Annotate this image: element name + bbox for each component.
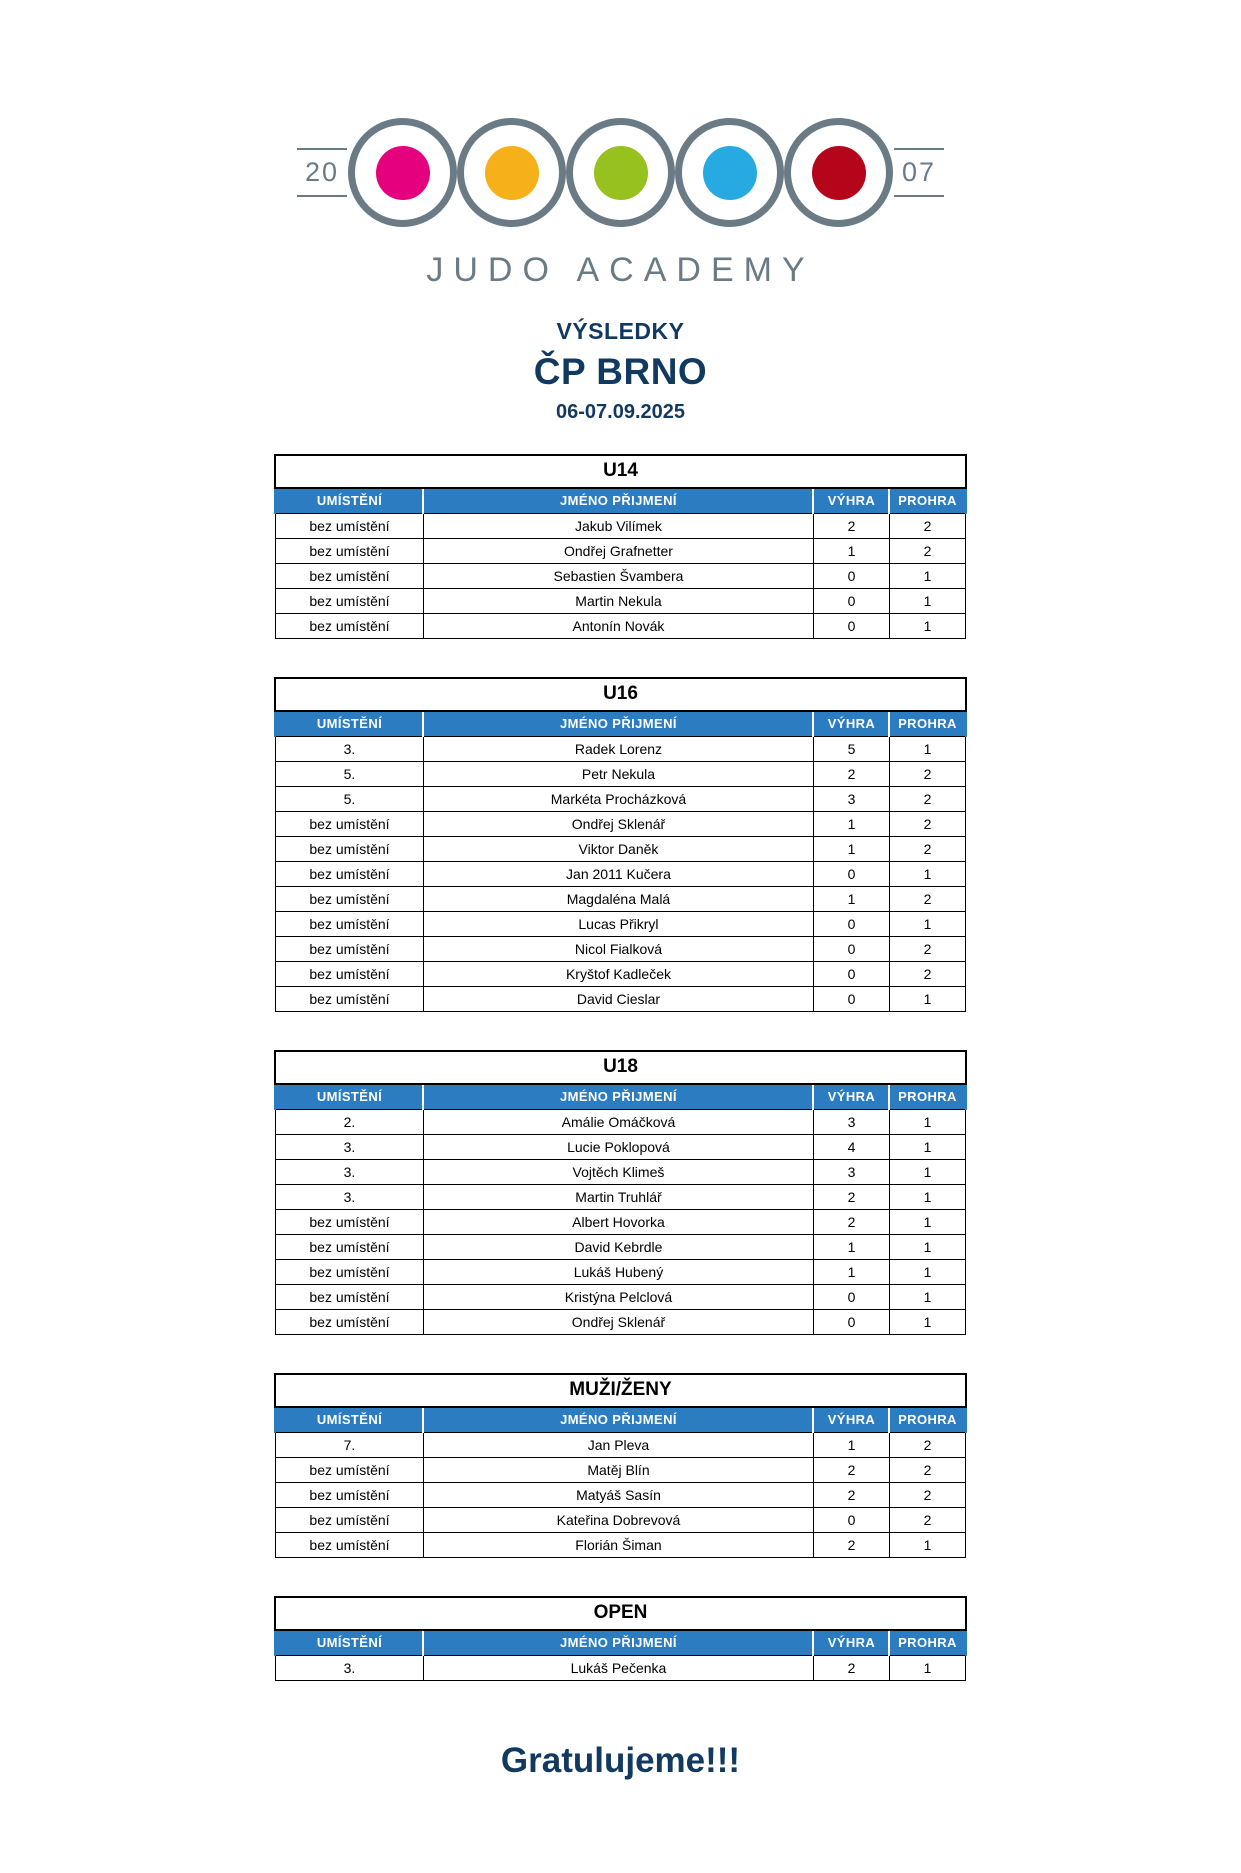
cell-losses: 2 (889, 514, 965, 539)
cell-name: Florián Šiman (423, 1533, 813, 1558)
cell-place: bez umístění (275, 589, 423, 614)
cell-wins: 3 (813, 787, 889, 812)
table-row (275, 1260, 965, 1285)
category-table (274, 1373, 966, 1558)
cell-name: Viktor Daněk (423, 837, 813, 862)
column-header-losses: PROHRA (889, 1084, 965, 1110)
table-row (275, 787, 965, 812)
cell-name: Nicol Fialková (423, 937, 813, 962)
table-header-row (275, 1084, 965, 1110)
table-row (275, 1110, 965, 1135)
cell-losses: 1 (889, 1135, 965, 1160)
column-header-wins: VÝHRA (813, 488, 889, 514)
table-row (275, 762, 965, 787)
column-header-name: JMÉNO PŘIJMENÍ (423, 1407, 813, 1433)
cell-wins: 3 (813, 1110, 889, 1135)
cell-losses: 1 (889, 912, 965, 937)
cell-losses: 1 (889, 862, 965, 887)
column-header-place: UMÍSTĚNÍ (275, 1630, 423, 1656)
cell-place: bez umístění (275, 962, 423, 987)
category-title-row (275, 455, 965, 488)
cell-wins: 3 (813, 1160, 889, 1185)
table-row (275, 1210, 965, 1235)
column-header-wins: VÝHRA (813, 711, 889, 737)
results-tables (0, 454, 1241, 1719)
table-row (275, 937, 965, 962)
category-title: U16 (275, 678, 965, 711)
ring-icon-5 (784, 118, 893, 227)
cell-place: bez umístění (275, 1483, 423, 1508)
cell-name: Jan 2011 Kučera (423, 862, 813, 887)
cell-place: 3. (275, 737, 423, 762)
cell-place: bez umístění (275, 1285, 423, 1310)
cell-name: Matěj Blín (423, 1458, 813, 1483)
cell-wins: 0 (813, 564, 889, 589)
column-header-losses: PROHRA (889, 1407, 965, 1433)
cell-wins: 0 (813, 987, 889, 1012)
column-header-wins: VÝHRA (813, 1630, 889, 1656)
table-row (275, 737, 965, 762)
cell-losses: 1 (889, 1260, 965, 1285)
table-row (275, 987, 965, 1012)
logo-wordmark: JUDO ACADEMY (426, 251, 815, 289)
column-header-place: UMÍSTĚNÍ (275, 1407, 423, 1433)
cell-losses: 2 (889, 1483, 965, 1508)
cell-name: Matyáš Sasín (423, 1483, 813, 1508)
cell-wins: 2 (813, 1210, 889, 1235)
table-row (275, 1310, 965, 1335)
cell-wins: 0 (813, 614, 889, 639)
cell-losses: 1 (889, 1656, 965, 1681)
cell-losses: 1 (889, 564, 965, 589)
cell-place: 3. (275, 1160, 423, 1185)
table-row (275, 912, 965, 937)
table-header-row (275, 1630, 965, 1656)
table-header-row (275, 1407, 965, 1433)
cell-wins: 4 (813, 1135, 889, 1160)
cell-losses: 1 (889, 1235, 965, 1260)
cell-name: Ondřej Sklenář (423, 812, 813, 837)
column-header-losses: PROHRA (889, 1630, 965, 1656)
cell-name: Radek Lorenz (423, 737, 813, 762)
table-row (275, 862, 965, 887)
ring-icon-2 (457, 118, 566, 227)
category-table (274, 677, 966, 1012)
cell-wins: 2 (813, 762, 889, 787)
table-row (275, 514, 965, 539)
cell-name: Lucie Poklopová (423, 1135, 813, 1160)
cell-place: bez umístění (275, 887, 423, 912)
cell-losses: 1 (889, 737, 965, 762)
table-row (275, 564, 965, 589)
table-row (275, 1160, 965, 1185)
cell-losses: 1 (889, 1310, 965, 1335)
cell-wins: 0 (813, 1310, 889, 1335)
cell-losses: 1 (889, 1160, 965, 1185)
cell-name: Petr Nekula (423, 762, 813, 787)
cell-place: 3. (275, 1185, 423, 1210)
table-row (275, 1508, 965, 1533)
table-row (275, 962, 965, 987)
cell-name: Antonín Novák (423, 614, 813, 639)
cell-name: Markéta Procházková (423, 787, 813, 812)
column-header-name: JMÉNO PŘIJMENÍ (423, 1084, 813, 1110)
cell-name: Kryštof Kadleček (423, 962, 813, 987)
table-row (275, 1285, 965, 1310)
cell-place: 5. (275, 787, 423, 812)
cell-place: bez umístění (275, 912, 423, 937)
cell-place: bez umístění (275, 937, 423, 962)
cell-losses: 1 (889, 1533, 965, 1558)
logo-year-right: 07 (896, 157, 942, 188)
cell-wins: 1 (813, 539, 889, 564)
event-date: 06-07.09.2025 (555, 401, 685, 423)
table-row (275, 1135, 965, 1160)
cell-place: bez umístění (275, 1458, 423, 1483)
cell-wins: 0 (813, 962, 889, 987)
cell-place: bez umístění (275, 812, 423, 837)
cell-place: 2. (275, 1110, 423, 1135)
cell-wins: 2 (813, 1185, 889, 1210)
cell-losses: 1 (889, 1285, 965, 1310)
cell-wins: 2 (813, 514, 889, 539)
cell-place: bez umístění (275, 514, 423, 539)
category-table (274, 454, 966, 639)
column-header-name: JMÉNO PŘIJMENÍ (423, 1630, 813, 1656)
cell-losses: 2 (889, 837, 965, 862)
cell-wins: 1 (813, 1235, 889, 1260)
cell-losses: 1 (889, 1210, 965, 1235)
category-title-row (275, 678, 965, 711)
cell-name: Martin Nekula (423, 589, 813, 614)
table-row (275, 1235, 965, 1260)
cell-name: Kateřina Dobrevová (423, 1508, 813, 1533)
column-header-name: JMÉNO PŘIJMENÍ (423, 488, 813, 514)
category-title: MUŽI/ŽENY (275, 1374, 965, 1407)
cell-place: bez umístění (275, 1210, 423, 1235)
cell-wins: 1 (813, 1433, 889, 1458)
cell-wins: 1 (813, 837, 889, 862)
cell-losses: 2 (889, 1508, 965, 1533)
ring-icon-3 (566, 118, 675, 227)
column-header-losses: PROHRA (889, 488, 965, 514)
cell-name: Albert Hovorka (423, 1210, 813, 1235)
table-row (275, 1185, 965, 1210)
table-row (275, 1533, 965, 1558)
cell-name: Magdaléna Malá (423, 887, 813, 912)
cell-name: Martin Truhlář (423, 1185, 813, 1210)
cell-wins: 0 (813, 912, 889, 937)
judo-academy-logo (0, 118, 1241, 290)
cell-losses: 2 (889, 812, 965, 837)
ring-icon-1 (348, 118, 457, 227)
cell-name: Sebastien Švambera (423, 564, 813, 589)
column-header-wins: VÝHRA (813, 1084, 889, 1110)
cell-place: bez umístění (275, 1260, 423, 1285)
table-row (275, 887, 965, 912)
cell-wins: 0 (813, 1285, 889, 1310)
cell-place: bez umístění (275, 564, 423, 589)
table-row (275, 837, 965, 862)
logo-year-left: 20 (299, 157, 345, 188)
column-header-place: UMÍSTĚNÍ (275, 1084, 423, 1110)
cell-name: Amálie Omáčková (423, 1110, 813, 1135)
table-header-row (275, 488, 965, 514)
cell-name: Kristýna Pelclová (423, 1285, 813, 1310)
cell-name: Ondřej Sklenář (423, 1310, 813, 1335)
cell-wins: 0 (813, 1508, 889, 1533)
cell-losses: 1 (889, 1110, 965, 1135)
cell-wins: 0 (813, 937, 889, 962)
category-title: OPEN (275, 1597, 965, 1630)
cell-place: 7. (275, 1433, 423, 1458)
table-row (275, 1483, 965, 1508)
cell-place: bez umístění (275, 1508, 423, 1533)
category-table (274, 1050, 966, 1335)
cell-wins: 2 (813, 1458, 889, 1483)
cell-losses: 2 (889, 1433, 965, 1458)
cell-wins: 0 (813, 589, 889, 614)
cell-wins: 5 (813, 737, 889, 762)
cell-place: bez umístění (275, 614, 423, 639)
table-row (275, 614, 965, 639)
cell-place: bez umístění (275, 1235, 423, 1260)
cell-place: bez umístění (275, 539, 423, 564)
column-header-wins: VÝHRA (813, 1407, 889, 1433)
cell-name: Jan Pleva (423, 1433, 813, 1458)
cell-wins: 1 (813, 887, 889, 912)
column-header-name: JMÉNO PŘIJMENÍ (423, 711, 813, 737)
congrats-text: Gratulujeme!!! (500, 1741, 741, 1780)
cell-name: Lucas Přikryl (423, 912, 813, 937)
cell-wins: 2 (813, 1656, 889, 1681)
results-label: VÝSLEDKY (556, 318, 685, 344)
cell-place: 3. (275, 1135, 423, 1160)
cell-wins: 1 (813, 1260, 889, 1285)
table-row (275, 1433, 965, 1458)
column-header-place: UMÍSTĚNÍ (275, 488, 423, 514)
cell-place: 5. (275, 762, 423, 787)
cell-losses: 2 (889, 962, 965, 987)
cell-name: Vojtěch Klimeš (423, 1160, 813, 1185)
cell-wins: 0 (813, 862, 889, 887)
cell-place: bez umístění (275, 837, 423, 862)
category-title-row (275, 1374, 965, 1407)
cell-place: bez umístění (275, 862, 423, 887)
category-title-row (275, 1051, 965, 1084)
cell-name: Ondřej Grafnetter (423, 539, 813, 564)
cell-name: David Kebrdle (423, 1235, 813, 1260)
table-row (275, 589, 965, 614)
cell-place: bez umístění (275, 1533, 423, 1558)
cell-place: 3. (275, 1656, 423, 1681)
cell-losses: 1 (889, 987, 965, 1012)
cell-losses: 2 (889, 887, 965, 912)
cell-name: Jakub Vilímek (423, 514, 813, 539)
cell-place: bez umístění (275, 987, 423, 1012)
cell-place: bez umístění (275, 1310, 423, 1335)
cell-losses: 2 (889, 1458, 965, 1483)
cell-losses: 1 (889, 589, 965, 614)
category-table (274, 1596, 966, 1681)
cell-losses: 2 (889, 539, 965, 564)
category-title: U14 (275, 455, 965, 488)
cell-losses: 2 (889, 787, 965, 812)
cell-wins: 2 (813, 1483, 889, 1508)
cell-wins: 1 (813, 812, 889, 837)
table-row (275, 1458, 965, 1483)
table-row (275, 1656, 965, 1681)
column-header-place: UMÍSTĚNÍ (275, 711, 423, 737)
cell-losses: 1 (889, 614, 965, 639)
results-page (0, 118, 1241, 1873)
cell-name: Lukáš Hubený (423, 1260, 813, 1285)
column-header-losses: PROHRA (889, 711, 965, 737)
page-title: ČP BRNO (533, 351, 708, 392)
cell-name: Lukáš Pečenka (423, 1656, 813, 1681)
table-header-row (275, 711, 965, 737)
logo-rings (299, 118, 942, 227)
cell-losses: 2 (889, 937, 965, 962)
table-row (275, 812, 965, 837)
cell-losses: 1 (889, 1185, 965, 1210)
cell-losses: 2 (889, 762, 965, 787)
table-row (275, 539, 965, 564)
document-header (0, 318, 1241, 424)
cell-wins: 2 (813, 1533, 889, 1558)
category-title: U18 (275, 1051, 965, 1084)
cell-name: David Cieslar (423, 987, 813, 1012)
ring-icon-4 (675, 118, 784, 227)
category-title-row (275, 1597, 965, 1630)
